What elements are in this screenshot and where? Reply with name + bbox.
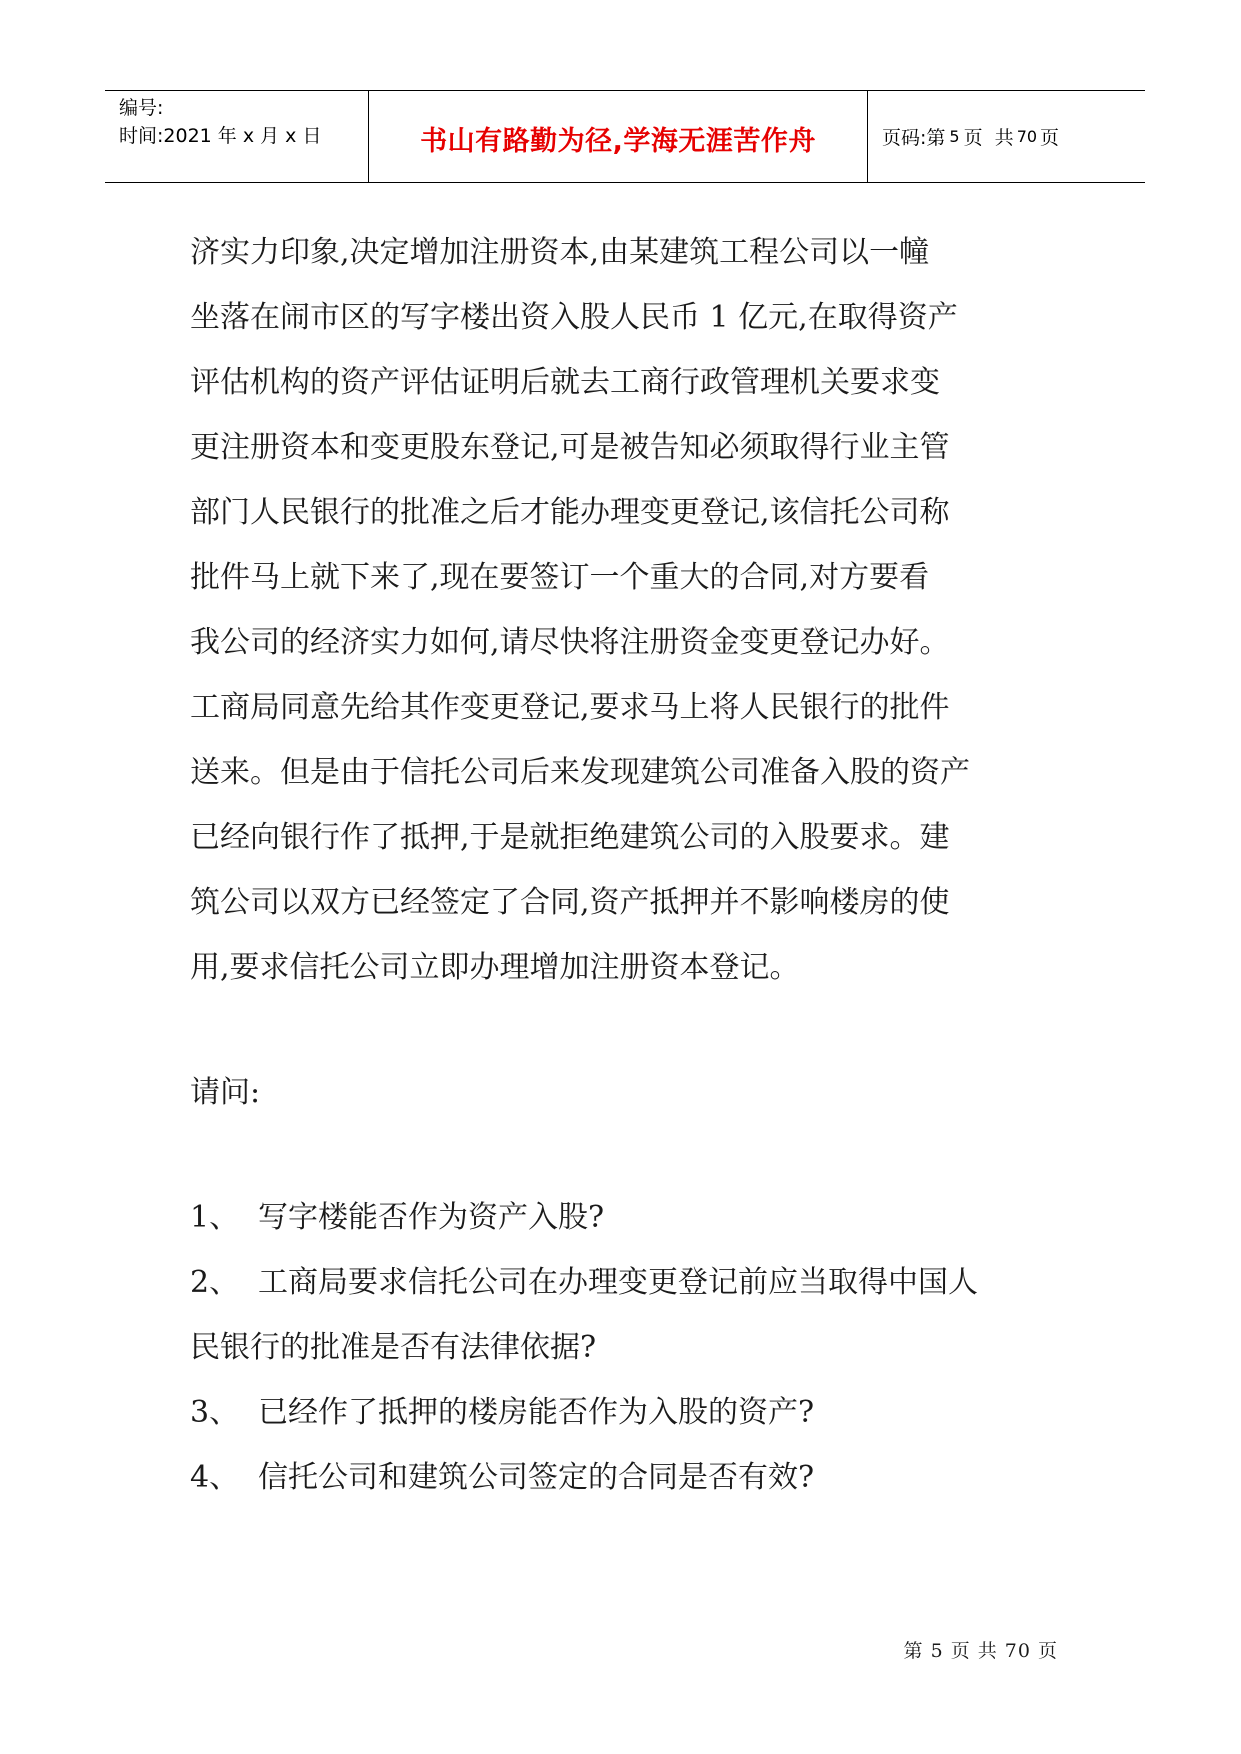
question-item-continuation: [190, 1315, 1070, 1380]
spacer: [190, 1000, 1070, 1060]
document-body: [190, 220, 1070, 1510]
case-paragraph: [190, 220, 1070, 1000]
page-suffix: 页: [1040, 127, 1060, 149]
paragraph-line: 已经向银行作了抵押,于是就拒绝建筑公司的入股要求。建: [190, 820, 950, 855]
question-text: 已经作了抵押的楼房能否作为入股的资产?: [258, 1395, 815, 1430]
question-item: [190, 1185, 1070, 1250]
page-current: 5: [949, 127, 960, 146]
paragraph-line: 批件马上就下来了,现在要签订一个重大的合同,对方要看: [190, 560, 930, 595]
header-meta-cell: [105, 91, 369, 182]
question-item: [190, 1380, 1070, 1445]
paragraph-line: 我公司的经济实力如何,请尽快将注册资金变更登记办好。: [190, 625, 950, 660]
header-page-cell: [868, 91, 1145, 182]
page-total: 70: [1016, 127, 1038, 146]
paragraph-line: 更注册资本和变更股东登记,可是被告知必须取得行业主管: [190, 430, 950, 465]
paragraph-line: 坐落在闹市区的写字楼出资入股人民币 1 亿元,在取得资产: [190, 300, 958, 335]
question-text: 写字楼能否作为资产入股?: [258, 1200, 605, 1235]
paragraph-line: 筑公司以双方已经签定了合同,资产抵押并不影响楼房的使: [190, 885, 950, 920]
question-number: 3、: [190, 1395, 240, 1430]
paragraph-line: 部门人民银行的批准之后才能办理变更登记,该信托公司称: [190, 495, 950, 530]
page-prefix: 页码:第: [882, 127, 946, 149]
paragraph-line: 用,要求信托公司立即办理增加注册资本登记。: [190, 950, 800, 985]
question-text: 民银行的批准是否有法律依据?: [190, 1330, 597, 1365]
header-motto: 书山有路勤为径,学海无涯苦作舟: [420, 126, 816, 157]
paragraph-line: 送来。但是由于信托公司后来发现建筑公司准备入股的资产: [190, 755, 970, 790]
header-motto-cell: [369, 91, 868, 182]
page-footer: 第 5 页 共 70 页: [903, 1640, 1058, 1662]
question-text: 工商局要求信托公司在办理变更登记前应当取得中国人: [258, 1265, 978, 1300]
question-heading: 请问:: [190, 1075, 261, 1110]
page-mid: 页 共: [963, 127, 1014, 149]
question-number: 1、: [190, 1200, 240, 1235]
page-header: [105, 90, 1145, 183]
paragraph-line: 济实力印象,决定增加注册资本,由某建筑工程公司以一幢: [190, 235, 930, 270]
paragraph-line: 评估机构的资产评估证明后就去工商行政管理机关要求变: [190, 365, 940, 400]
document-time-label: 时间:2021 年 x 月 x 日: [119, 125, 322, 147]
question-number: 2、: [190, 1265, 240, 1300]
paragraph-line: 工商局同意先给其作变更登记,要求马上将人民银行的批件: [190, 690, 950, 725]
document-code-label: 编号:: [119, 97, 164, 119]
question-item: [190, 1445, 1070, 1510]
question-number: 4、: [190, 1460, 240, 1495]
question-list: [190, 1185, 1070, 1510]
question-text: 信托公司和建筑公司签定的合同是否有效?: [258, 1460, 815, 1495]
question-item: [190, 1250, 1070, 1315]
spacer: [190, 1125, 1070, 1185]
